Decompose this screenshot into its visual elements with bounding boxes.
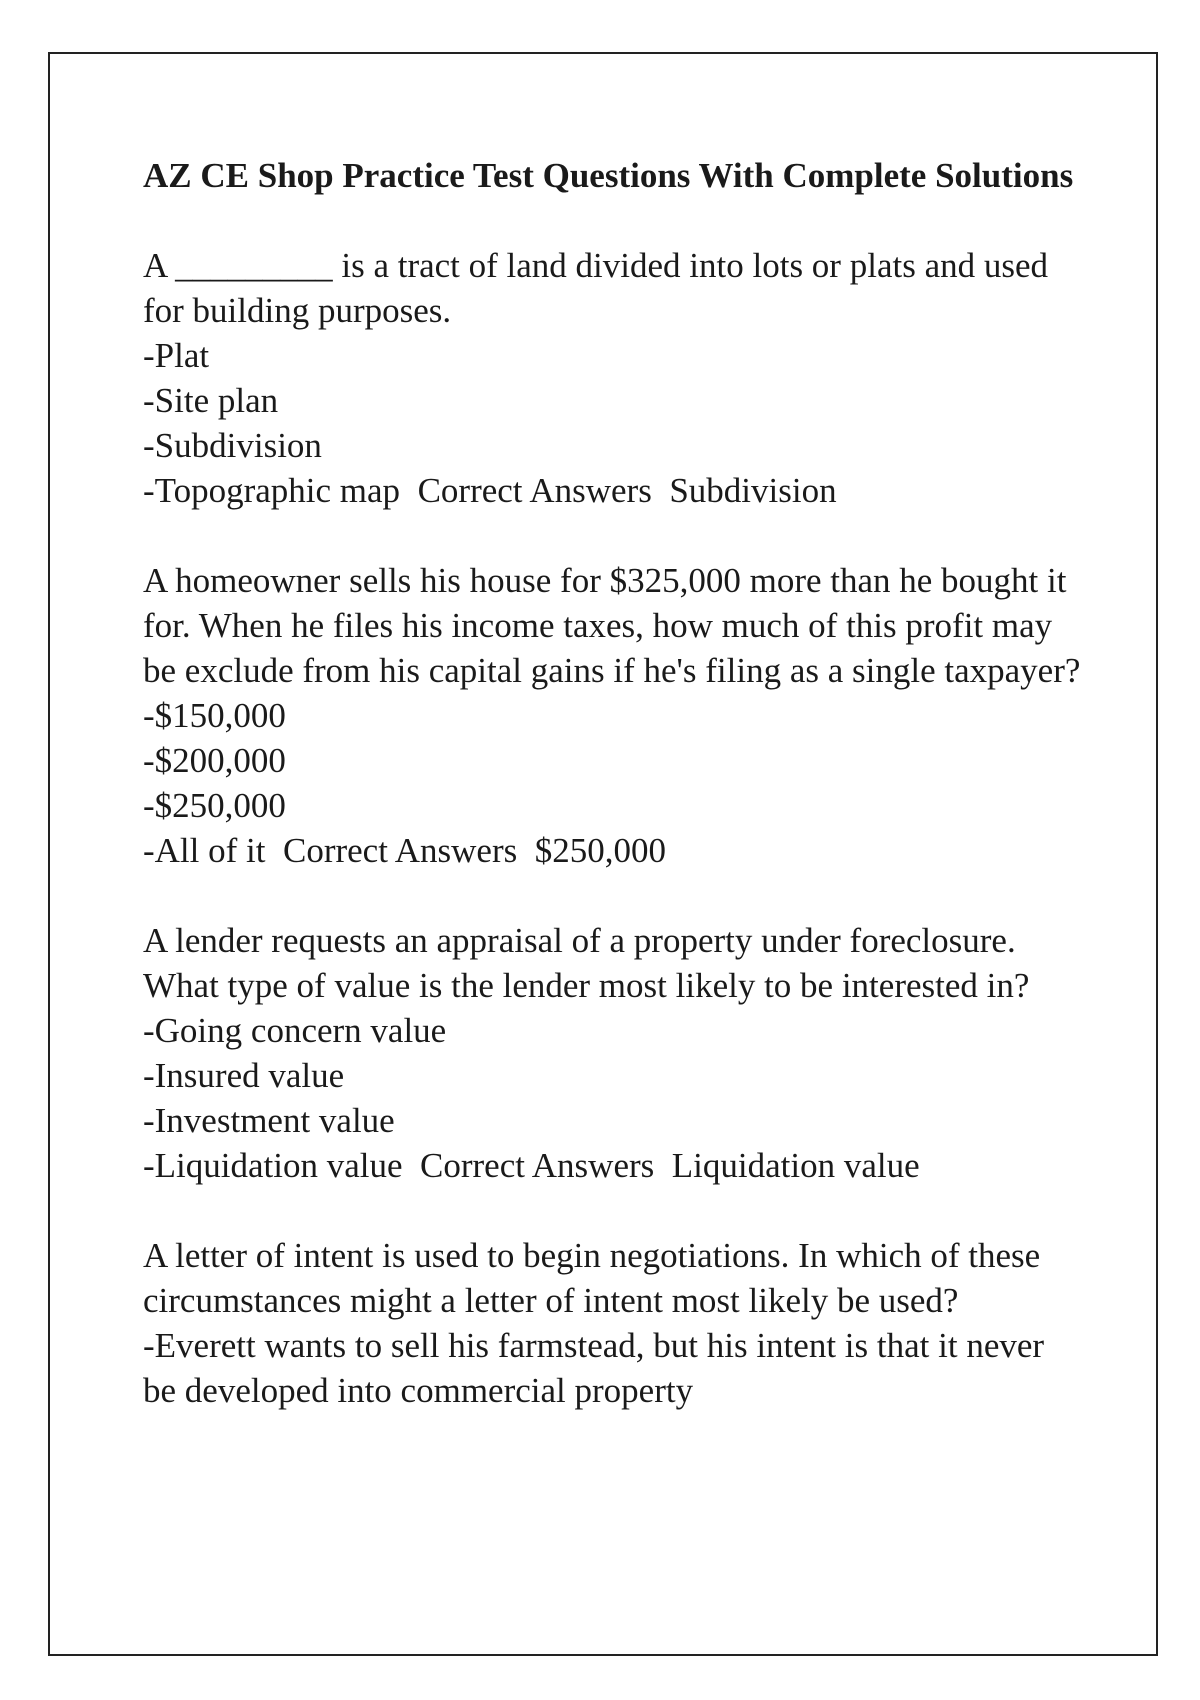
question-prompt: A lender requests an appraisal of a property under foreclosure. What type of value is the lender most likely to be interested in? [143,921,1030,1005]
answer-option: -Going concern value [143,1011,447,1050]
answer-option: -Topographic map [143,471,401,510]
question-3 [143,918,1083,1188]
answer-option: -Everett wants to sell his farmstead, but his intent is that it never be developed into commercial property [143,1326,1053,1410]
answer-option: -$250,000 [143,786,286,825]
answer-option: -$200,000 [143,741,286,780]
question-prompt: A homeowner sells his house for $325,000 more than he bought it for. When he files his income taxes, how much of this profit may be exclude from his capital gains if he's filing as a single taxpayer? [143,561,1081,690]
answer-option: -Liquidation value [143,1146,403,1185]
question-prompt: A letter of intent is used to begin negotiations. In which of these circumstances might a letter of intent most likely be used? [143,1236,1049,1320]
answer-option: -All of it [143,831,266,870]
question-1 [143,243,1083,513]
document-body [143,154,1083,1458]
correct-answer: Liquidation value [671,1146,920,1185]
question-prompt: A _________ is a tract of land divided into lots or plats and used for building purposes. [143,246,1057,330]
question-4 [143,1233,1083,1413]
correct-answers-label: Correct Answers [282,831,518,870]
answer-option: -Plat [143,336,210,375]
answer-option: -Site plan [143,381,279,420]
question-2 [143,558,1083,873]
answer-option: -Investment value [143,1101,395,1140]
correct-answer: $250,000 [534,831,666,870]
answer-option: -Insured value [143,1056,345,1095]
correct-answer: Subdivision [669,471,837,510]
answer-option: -Subdivision [143,426,322,465]
final-option-with-answer [143,468,1083,513]
correct-answers-label: Correct Answers [420,1146,655,1185]
final-option-with-answer [143,828,1083,873]
document-title: AZ CE Shop Practice Test Questions With Complete Solutions [143,156,1074,195]
answer-option: -$150,000 [143,696,286,735]
correct-answers-label: Correct Answers [417,471,652,510]
final-option-with-answer [143,1143,1083,1188]
